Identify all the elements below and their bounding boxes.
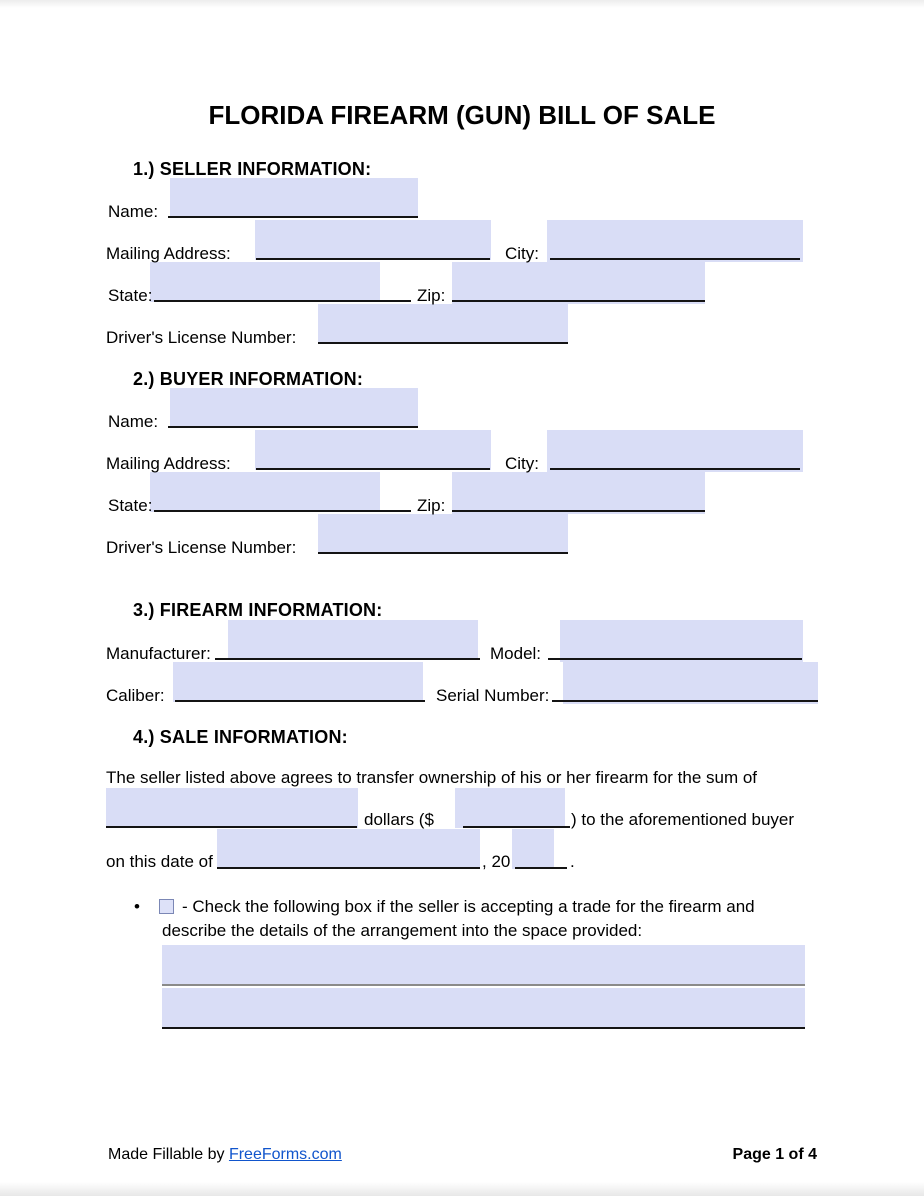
firearm-section-heading: 3.) FIREARM INFORMATION: (133, 600, 383, 620)
page-bottom-edge (0, 1182, 924, 1196)
firearm-model-input[interactable] (560, 620, 803, 662)
buyer-zip-input[interactable] (452, 472, 705, 514)
sale-period-text: . (570, 852, 575, 871)
sale-after-amount-text: ) to the aforementioned buyer (571, 810, 795, 829)
seller-drivers-license-label: Driver's License Number: (106, 328, 297, 347)
sale-date-underline (217, 867, 480, 869)
firearm-serial-number-underline (552, 700, 818, 702)
buyer-city-label: City: (505, 454, 539, 473)
seller-city-input[interactable] (547, 220, 803, 262)
trade-details-line1-input[interactable] (162, 945, 805, 985)
page-top-edge (0, 0, 924, 8)
firearm-model-underline (548, 658, 802, 660)
footer-credit (108, 1146, 342, 1164)
seller-name-label: Name: (108, 202, 159, 221)
seller-drivers-license-underline (318, 342, 568, 344)
buyer-drivers-license-underline (318, 552, 568, 554)
buyer-city-input[interactable] (547, 430, 803, 472)
buyer-zip-label: Zip: (417, 496, 446, 515)
buyer-state-underline (154, 510, 411, 512)
footer-page-number: Page 1 of 4 (732, 1146, 817, 1163)
buyer-section-heading: 2.) BUYER INFORMATION: (133, 369, 364, 389)
trade-text-line2: describe the details of the arrangement into the space provided: (162, 921, 643, 940)
sale-year-prefix-text: , 20 (482, 852, 511, 871)
sale-amount-number-underline (463, 826, 570, 828)
footer-made-fillable-text: Made Fillable by (108, 1146, 229, 1163)
seller-zip-input[interactable] (452, 262, 705, 304)
seller-state-label: State: (108, 286, 153, 305)
seller-drivers-license-input[interactable] (318, 304, 568, 344)
sale-amount-words-input[interactable] (106, 788, 358, 828)
buyer-city-underline (550, 468, 800, 470)
firearm-manufacturer-input[interactable] (228, 620, 478, 660)
firearm-model-label: Model: (490, 644, 542, 663)
seller-state-underline (154, 300, 411, 302)
buyer-drivers-license-input[interactable] (318, 514, 568, 554)
sale-paragraph-line1: The seller listed above agrees to transfer ownership of his or her firearm for the sum of (106, 768, 758, 787)
page-title: FLORIDA FIREARM (GUN) BILL OF SALE (208, 100, 716, 130)
sale-date-input[interactable] (217, 829, 480, 869)
firearm-caliber-input[interactable] (173, 662, 423, 702)
sale-date-prefix-text: on this date of (106, 852, 213, 871)
seller-zip-underline (452, 300, 705, 302)
buyer-mailing-address-input[interactable] (255, 430, 491, 470)
trade-details-line2-input[interactable] (162, 988, 805, 1028)
seller-city-underline (550, 258, 800, 260)
buyer-name-input[interactable] (170, 388, 418, 428)
buyer-state-input[interactable] (150, 472, 380, 512)
firearm-manufacturer-label: Manufacturer: (106, 644, 211, 663)
trade-checkbox[interactable] (159, 899, 174, 914)
buyer-zip-underline (452, 510, 705, 512)
sale-year-input[interactable] (512, 829, 554, 869)
firearm-caliber-label: Caliber: (106, 686, 165, 705)
firearm-caliber-underline (175, 700, 425, 702)
seller-state-input[interactable] (150, 262, 380, 302)
seller-mailing-address-underline (256, 258, 490, 260)
seller-city-label: City: (505, 244, 539, 263)
buyer-drivers-license-label: Driver's License Number: (106, 538, 297, 557)
sale-amount-number-input[interactable] (455, 788, 565, 828)
sale-section-heading: 4.) SALE INFORMATION: (133, 727, 348, 747)
trade-text-line1: - Check the following box if the seller is accepting a trade for the firearm and (182, 897, 755, 916)
seller-name-underline (168, 216, 418, 218)
trade-details-line2-underline (162, 1027, 805, 1029)
buyer-state-label: State: (108, 496, 153, 515)
sale-dollars-text: dollars ($ (364, 810, 434, 829)
sale-year-underline (515, 867, 567, 869)
buyer-mailing-address-underline (256, 468, 490, 470)
trade-details-line1-underline (162, 984, 805, 986)
firearm-manufacturer-underline (215, 658, 480, 660)
firearm-serial-number-label: Serial Number: (436, 686, 550, 705)
seller-mailing-address-input[interactable] (255, 220, 491, 260)
seller-section-heading: 1.) SELLER INFORMATION: (133, 159, 372, 179)
firearm-serial-number-input[interactable] (563, 662, 818, 704)
sale-amount-words-underline (106, 826, 357, 828)
buyer-mailing-address-label: Mailing Address: (106, 454, 231, 473)
seller-mailing-address-label: Mailing Address: (106, 244, 231, 263)
seller-zip-label: Zip: (417, 286, 446, 305)
seller-name-input[interactable] (170, 178, 418, 218)
trade-bullet: • (134, 897, 140, 916)
footer-freeforms-link[interactable]: FreeForms.com (228, 1146, 342, 1163)
buyer-name-underline (168, 426, 418, 428)
buyer-name-label: Name: (108, 412, 159, 431)
